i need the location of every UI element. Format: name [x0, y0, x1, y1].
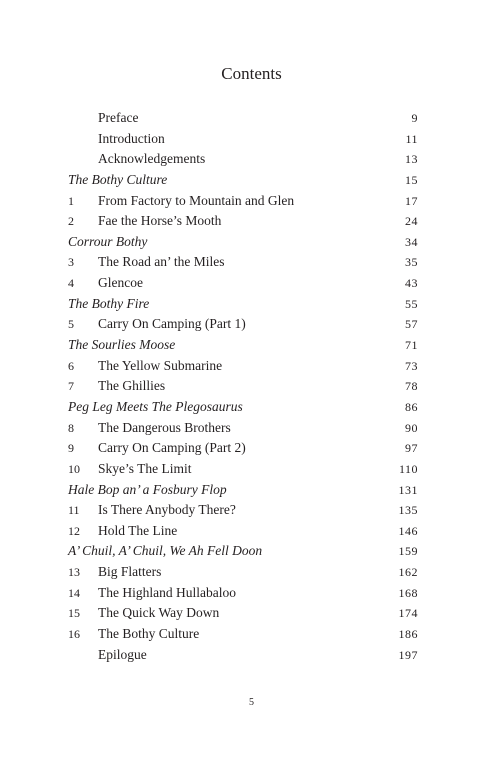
entry-page-number: 90: [405, 420, 418, 435]
entry-title: Skye’s The Limit: [98, 460, 192, 476]
chapter-number: 4: [68, 276, 74, 291]
entry-title: The Dangerous Brothers: [98, 419, 231, 435]
toc-entry: [68, 191, 418, 212]
chapter-number: 10: [68, 461, 80, 476]
entry-title: Introduction: [98, 130, 165, 146]
toc-part-entry: [68, 397, 418, 418]
entry-page-number: 73: [405, 358, 418, 373]
toc-entry: [68, 108, 418, 129]
part-title: The Bothy Culture: [68, 171, 168, 187]
entry-page-number: 110: [398, 461, 418, 476]
toc-part-entry: [68, 541, 418, 562]
entry-title: The Ghillies: [98, 378, 166, 394]
toc-part-entry: [68, 335, 418, 356]
page-title: Contents: [221, 64, 282, 83]
entry-page-number: 146: [398, 523, 418, 538]
chapter-number: 13: [68, 565, 80, 580]
chapter-number: 1: [68, 193, 74, 208]
toc-entry: [68, 129, 418, 150]
toc-entry: [68, 500, 418, 521]
part-title: The Sourlies Moose: [68, 337, 176, 353]
chapter-number: 7: [68, 379, 74, 394]
entry-page-number: 135: [398, 503, 418, 518]
chapter-number: 11: [68, 503, 80, 518]
chapter-number: 5: [68, 317, 74, 332]
toc-entry: [68, 562, 418, 583]
entry-title: The Highland Hullabaloo: [98, 584, 236, 600]
part-title: Hale Bop an’ a Fosbury Flop: [68, 481, 227, 497]
entry-title: Big Flatters: [98, 564, 162, 580]
entry-title: From Factory to Mountain and Glen: [98, 192, 295, 208]
entry-page-number: 162: [398, 565, 418, 580]
page-number: 5: [249, 697, 254, 708]
entry-page-number: 197: [398, 647, 418, 662]
entry-title: Is There Anybody There?: [98, 502, 236, 518]
entry-title: The Road an’ the Miles: [98, 254, 225, 270]
entry-title: Acknowledgements: [98, 151, 206, 167]
toc-part-entry: [68, 480, 418, 501]
entry-title: Carry On Camping (Part 2): [98, 440, 246, 456]
entry-page-number: 17: [405, 193, 418, 208]
toc-entry: [68, 314, 418, 335]
entry-page-number: 78: [405, 379, 418, 394]
entry-page-number: 131: [398, 482, 418, 497]
part-title: Corrour Bothy: [68, 233, 148, 249]
toc-entry: [68, 645, 418, 666]
toc-entry: [68, 252, 418, 273]
toc-part-entry: [68, 294, 418, 315]
entry-title: The Yellow Submarine: [98, 357, 223, 373]
entry-title: Epilogue: [98, 646, 147, 662]
toc-entry: [68, 376, 418, 397]
entry-page-number: 57: [405, 317, 418, 332]
entry-page-number: 9: [411, 111, 418, 125]
toc-entry: [68, 583, 418, 604]
toc-entry: [68, 356, 418, 377]
entry-page-number: 97: [405, 441, 418, 456]
toc-entry: [68, 438, 418, 459]
toc-entry: [68, 624, 418, 645]
part-title: Peg Leg Meets The Plegosaurus: [68, 398, 243, 414]
chapter-number: 6: [68, 358, 74, 373]
entry-title: The Bothy Culture: [98, 626, 200, 642]
chapter-number: 2: [68, 214, 74, 229]
entry-page-number: 11: [405, 131, 418, 146]
entry-title: Fae the Horse’s Mooth: [98, 213, 222, 229]
entry-title: Carry On Camping (Part 1): [98, 316, 246, 332]
toc-part-entry: [68, 232, 418, 253]
entry-page-number: 168: [398, 585, 418, 600]
chapter-number: 3: [68, 255, 74, 270]
entry-page-number: 43: [405, 276, 418, 291]
part-title: A’ Chuil, A’ Chuil, We Ah Fell Doon: [68, 543, 263, 559]
chapter-number: 9: [68, 441, 74, 456]
part-title: The Bothy Fire: [68, 295, 150, 311]
entry-page-number: 86: [405, 399, 418, 414]
entry-title: Hold The Line: [98, 522, 178, 538]
entry-title: Preface: [98, 110, 139, 125]
entry-page-number: 159: [398, 544, 418, 559]
entry-page-number: 174: [398, 606, 418, 621]
toc-entry: [68, 459, 418, 480]
entry-title: The Quick Way Down: [98, 605, 220, 621]
chapter-number: 12: [68, 523, 80, 538]
chapter-number: 14: [68, 585, 80, 600]
entry-page-number: 35: [405, 255, 418, 270]
entry-title: Glencoe: [98, 275, 143, 291]
chapter-number: 8: [68, 420, 74, 435]
entry-page-number: 34: [405, 234, 418, 249]
entry-page-number: 13: [405, 152, 418, 167]
entry-page-number: 186: [398, 627, 418, 642]
toc-part-entry: [68, 170, 418, 191]
entry-page-number: 15: [405, 172, 418, 187]
entry-page-number: 55: [405, 296, 418, 311]
table-of-contents: [68, 108, 418, 665]
chapter-number: 15: [68, 606, 80, 621]
toc-entry: [68, 211, 418, 232]
toc-entry: [68, 273, 418, 294]
toc-entry: [68, 149, 418, 170]
toc-entry: [68, 603, 418, 624]
toc-entry: [68, 521, 418, 542]
entry-page-number: 71: [405, 338, 418, 353]
chapter-number: 16: [68, 627, 80, 642]
entry-page-number: 24: [405, 214, 418, 229]
toc-entry: [68, 418, 418, 439]
